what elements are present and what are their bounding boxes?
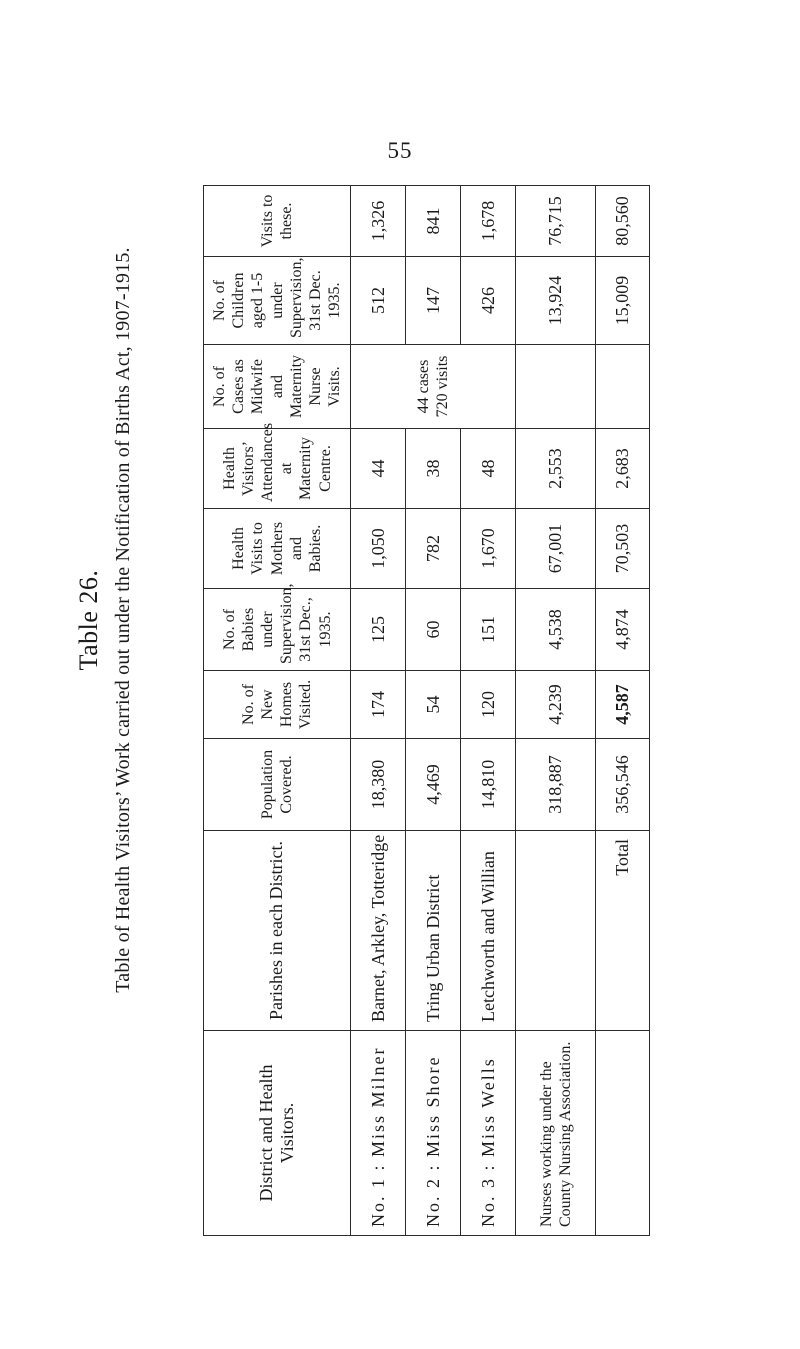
population-cell: 14,810 bbox=[461, 739, 516, 831]
visits-these-cell: 1,678 bbox=[461, 186, 516, 257]
parish-name bbox=[516, 831, 596, 1031]
parish-name: Letchworth and Willian bbox=[461, 831, 516, 1031]
new-homes-cell: 120 bbox=[461, 671, 516, 739]
midwife-cell: 44 cases 720 visits bbox=[351, 345, 516, 429]
attendances-cell: 38 bbox=[406, 429, 461, 509]
total-visits-mothers: 70,503 bbox=[596, 509, 650, 589]
visits-these-cell: 1,326 bbox=[351, 186, 406, 257]
total-label: Total bbox=[596, 831, 650, 1031]
header-children: No. of Children aged 1-5 under Supervision, 31st Dec. 1935. bbox=[204, 257, 351, 345]
population-cell: 18,380 bbox=[351, 739, 406, 831]
children-cell: 512 bbox=[351, 257, 406, 345]
children-cell: 426 bbox=[461, 257, 516, 345]
header-midwife: No. of Cases as Midwife and Maternity Nurse Visits. bbox=[204, 345, 351, 429]
parish-name: Tring Urban District bbox=[406, 831, 461, 1031]
total-population: 356,546 bbox=[596, 739, 650, 831]
visitor-name: Nurses working under the County Nursing Association. bbox=[516, 1031, 596, 1236]
new-homes-cell: 174 bbox=[351, 671, 406, 739]
header-population: Population Covered. bbox=[204, 739, 351, 831]
table-caption bbox=[72, 0, 142, 1240]
babies-cell: 125 bbox=[351, 589, 406, 671]
new-homes-cell: 4,239 bbox=[516, 671, 596, 739]
population-cell: 318,887 bbox=[516, 739, 596, 831]
total-row bbox=[596, 186, 650, 1236]
table-row bbox=[461, 186, 516, 1236]
visits-these-cell: 841 bbox=[406, 186, 461, 257]
visitor-name: No. 3 : Miss Wells bbox=[461, 1031, 516, 1236]
header-district: District and Health Visitors. bbox=[204, 1031, 351, 1236]
visitor-name: No. 1 : Miss Milner bbox=[351, 1031, 406, 1236]
babies-cell: 4,538 bbox=[516, 589, 596, 671]
total-children: 15,009 bbox=[596, 257, 650, 345]
visitor-name: No. 2 : Miss Shore bbox=[406, 1031, 461, 1236]
total-visits-these: 80,560 bbox=[596, 186, 650, 257]
header-new-homes: No. of New Homes Visited. bbox=[204, 671, 351, 739]
page-number: 55 bbox=[387, 138, 413, 163]
visits-mothers-cell: 1,050 bbox=[351, 509, 406, 589]
total-midwife bbox=[596, 345, 650, 429]
visits-mothers-cell: 782 bbox=[406, 509, 461, 589]
table-row bbox=[351, 186, 406, 1236]
babies-cell: 60 bbox=[406, 589, 461, 671]
header-visits-these: Visits to these. bbox=[204, 186, 351, 257]
parish-name: Barnet, Arkley, Totteridge bbox=[351, 831, 406, 1031]
header-babies: No. of Babies under Supervision, 31st Dec., 1935. bbox=[204, 589, 351, 671]
table-subtitle: Table of Health Visitors’ Work carried out under the Notification of Births Act, 1907-1915. bbox=[112, 247, 134, 993]
attendances-cell: 44 bbox=[351, 429, 406, 509]
total-babies: 4,874 bbox=[596, 589, 650, 671]
children-cell: 13,924 bbox=[516, 257, 596, 345]
table-title: Table 26. bbox=[74, 569, 103, 671]
header-visits-mothers: Health Visits to Mothers and Babies. bbox=[204, 509, 351, 589]
visits-mothers-cell: 67,001 bbox=[516, 509, 596, 589]
visits-these-cell: 76,715 bbox=[516, 186, 596, 257]
table-row bbox=[516, 186, 596, 1236]
babies-cell: 151 bbox=[461, 589, 516, 671]
new-homes-cell: 54 bbox=[406, 671, 461, 739]
attendances-cell: 48 bbox=[461, 429, 516, 509]
header-parishes: Parishes in each District. bbox=[204, 831, 351, 1031]
total-attendances: 2,683 bbox=[596, 429, 650, 509]
header-attendances: Health Visitors’ Attendances at Maternity Centre. bbox=[204, 429, 351, 509]
health-visitors-table bbox=[203, 186, 633, 1236]
midwife-cell bbox=[516, 345, 596, 429]
data-table bbox=[203, 185, 650, 1236]
table-row bbox=[406, 186, 461, 1236]
total-new-homes: 4,587 bbox=[596, 671, 650, 739]
children-cell: 147 bbox=[406, 257, 461, 345]
attendances-cell: 2,553 bbox=[516, 429, 596, 509]
population-cell: 4,469 bbox=[406, 739, 461, 831]
header-row bbox=[204, 186, 351, 1236]
visits-mothers-cell: 1,670 bbox=[461, 509, 516, 589]
